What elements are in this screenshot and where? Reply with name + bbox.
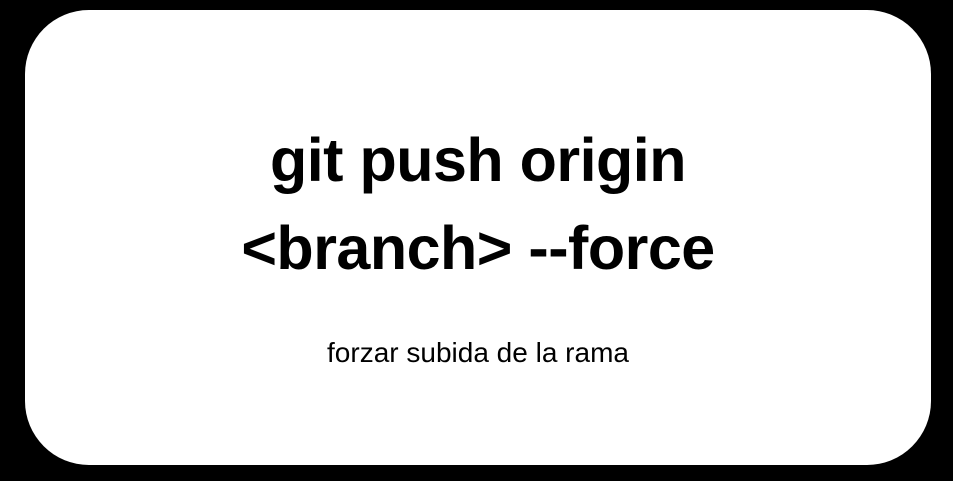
command-description: forzar subida de la rama — [327, 337, 629, 368]
flashcard — [25, 10, 931, 465]
command-line-1: git push origin — [269, 126, 687, 194]
command-line-2: <branch> --force — [241, 214, 715, 282]
command-text — [25, 116, 931, 292]
